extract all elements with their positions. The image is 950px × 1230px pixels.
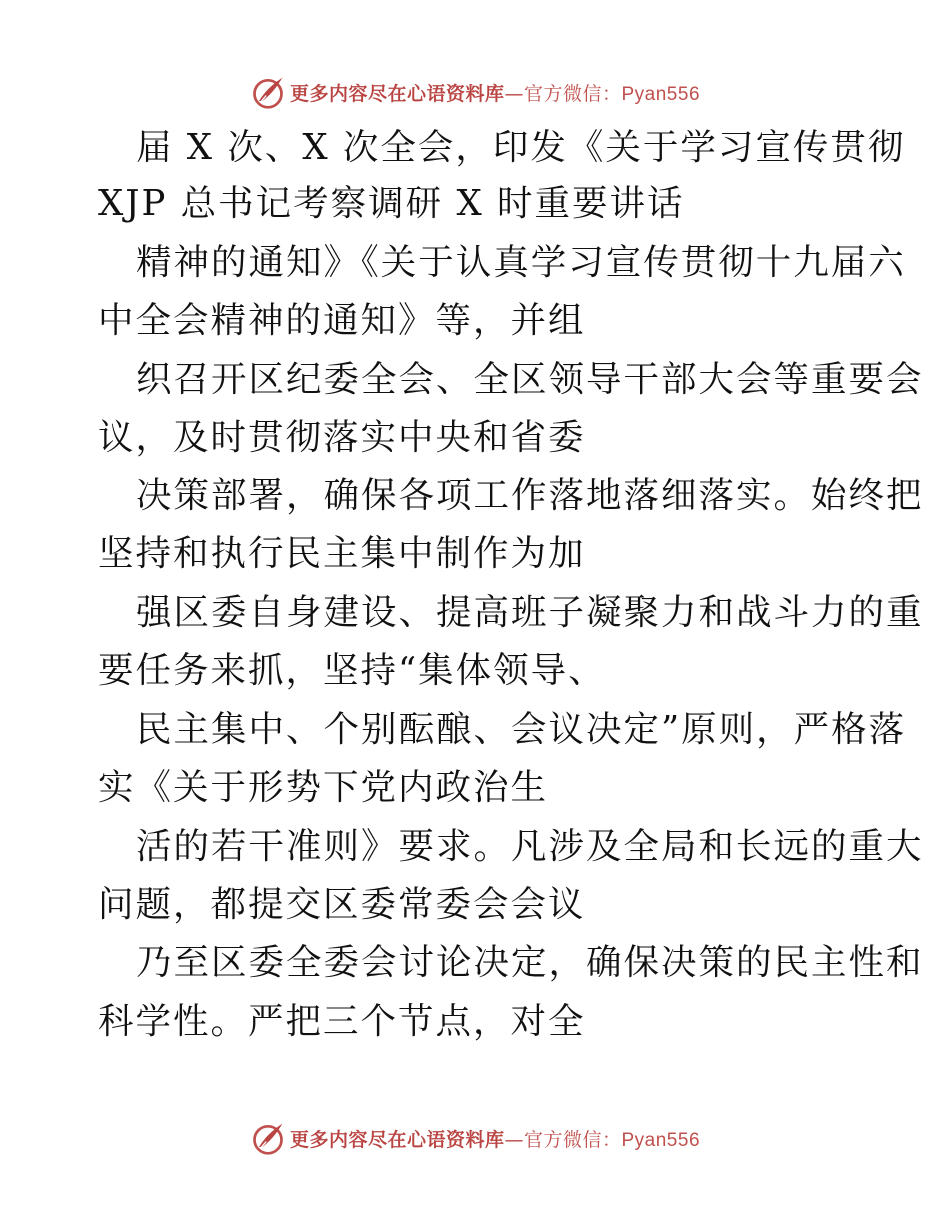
- body-line: 要任务来抓，坚持“集体领导、: [98, 650, 606, 691]
- watermark-text: [290, 79, 700, 106]
- watermark-wechat-label: 官方微信：: [523, 82, 622, 105]
- body-line: 议，及时贯彻落实中央和省委: [98, 417, 586, 458]
- watermark-brand: 更多内容尽在心语资料库: [289, 1128, 505, 1151]
- body-line: 精神的通知》《关于认真学习宣传贯彻十九届六: [136, 242, 906, 283]
- footer-watermark: [0, 1118, 950, 1158]
- body-line: 坚持和执行民主集中制作为加: [98, 533, 586, 574]
- body-line: 问题，都提交区委常委会会议: [98, 884, 586, 925]
- body-line: 决策部署，确保各项工作落地落细落实。始终把: [136, 475, 924, 516]
- watermark-account: Pyan556: [621, 83, 701, 105]
- watermark-dash: —: [504, 82, 524, 105]
- body-line: 实《关于形势下党内政治生: [98, 767, 549, 808]
- watermark-wechat-label: 官方微信：: [523, 1128, 622, 1151]
- body-line: 中全会精神的通知》等，并组: [98, 300, 586, 341]
- body-line: 科学性。严把三个节点，对全: [98, 1001, 586, 1042]
- body-line: 强区委自身建设、提高班子凝聚力和战斗力的重: [136, 592, 924, 633]
- quill-pen-logo-icon: [250, 1120, 286, 1156]
- quill-pen-logo-icon: [250, 74, 286, 110]
- body-line: 织召开区纪委全会、全区领导干部大会等重要会: [136, 359, 924, 400]
- watermark-account: Pyan556: [621, 1129, 701, 1151]
- body-line: 活的若干准则》要求。凡涉及全局和长远的重大: [136, 826, 924, 867]
- body-line: 乃至区委全委会讨论决定，确保决策的民主性和: [136, 942, 924, 983]
- watermark-dash: —: [504, 1128, 524, 1151]
- body-line: 届 X 次、X 次全会，印发《关于学习宣传贯彻: [136, 127, 906, 168]
- watermark-brand: 更多内容尽在心语资料库: [289, 82, 505, 105]
- watermark-text: [290, 1125, 700, 1152]
- header-watermark: [0, 72, 950, 112]
- body-line: XJP 总书记考察调研 X 时重要讲话: [98, 183, 685, 224]
- body-line: 民主集中、个别酝酿、会议决定”原则，严格落: [136, 709, 907, 750]
